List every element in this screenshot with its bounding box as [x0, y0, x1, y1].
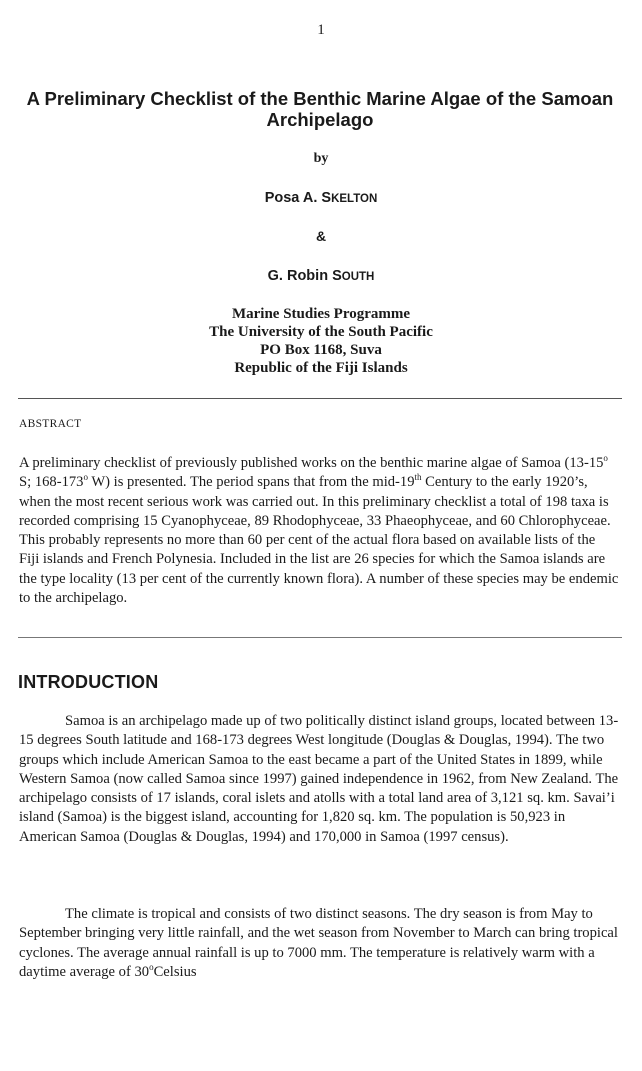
abstract-bottom-divider: [18, 637, 622, 638]
abstract-heading: ABSTRACT: [19, 418, 82, 430]
author-2-surname-small-caps: OUTH: [341, 271, 375, 283]
paper-title: A Preliminary Checklist of the Benthic Marine Algae of the Samoan Archipelago: [26, 88, 614, 130]
affiliation-line: Marine Studies Programme: [231, 306, 411, 322]
introduction-heading: INTRODUCTION: [18, 672, 159, 692]
author-1: [0, 190, 642, 206]
introduction-paragraph-2: The climate is tropical and consists of two distinct seasons. The dry season is from May to September bringing very little rainfall, and the wet season from November to March can bring tropical cyclones. The average annual rainfall is up to 7000 mm. The temperature is relatively warm with a daytime average of 30$^o$Celsius: [19, 906, 618, 980]
byline-by: by: [313, 151, 329, 166]
abstract-top-divider: [18, 398, 622, 399]
degree-symbol: o: [603, 453, 608, 464]
affiliation-block: [0, 305, 642, 377]
affiliation-line: The University of the South Pacific: [209, 324, 433, 340]
author-separator: &: [315, 228, 327, 244]
degree-symbol: o: [83, 472, 88, 483]
page-number: 1: [317, 22, 325, 38]
author-1-surname-small-caps: KELTON: [331, 193, 378, 205]
degree-symbol: o: [149, 962, 154, 973]
abstract-text: A preliminary checklist of previously published works on the benthic marine algae of Samoa (13-15$^o$ S; 168-173$^o$ W) is presented. The period spans that from the mid-19th Century to the early 1920’s, when the most recent serious work was carried out. In this preliminary checklist a total of 198 taxa is recorded comprising 15 Cyanophyceae, 89 Rhodophyceae, 33 Phaeophyceae, and 60 Chlorophyceae. This probably represents no more than 60 per cent of the actual flora based on available lists of the Fiji islands and French Polynesia. Included in the list are 26 species for which the Samoa islands are the type locality (13 per cent of the currently known flora). A number of these species may be endemic to the archipelago.: [19, 453, 619, 607]
affiliation-line: PO Box 1168, Suva: [260, 342, 382, 358]
affiliation-line: Republic of the Fiji Islands: [234, 360, 408, 376]
author-2-name: G. Robin S: [267, 268, 342, 284]
author-2: [0, 268, 642, 284]
introduction-paragraph-1: Samoa is an archipelago made up of two politically distinct island groups, located between 13-15 degrees South latitude and 168-173 degrees West longitude (Douglas & Douglas, 1994). The two groups which include American Samoa to the east became a part of the United States in 1899, while Western Samoa (now called Samoa since 1997) gained independence in 1962, from New Zealand. The archipelago consists of 17 islands, coral islets and atolls with a total land area of 3,121 sq. km. Savai’i island (Samoa) is the biggest island, accounting for 1,820 sq. km. The population is 50,923 in American Samoa (Douglas & Douglas, 1994) and 170,000 in Samoa (1997 census).: [19, 713, 619, 845]
ordinal-suffix: th: [414, 472, 422, 483]
author-1-name: Posa A. S: [264, 190, 332, 206]
